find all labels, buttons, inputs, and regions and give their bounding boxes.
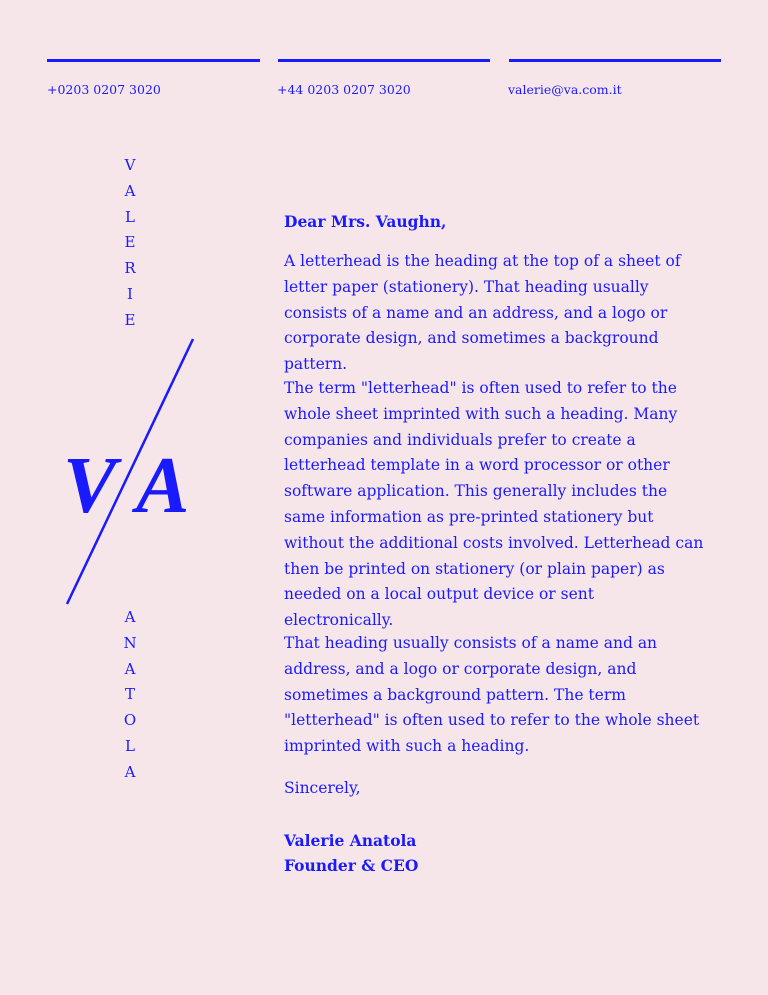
contact-phone-1[interactable]: +0203 0207 3020 <box>47 82 161 97</box>
last-name-letter: A <box>124 659 136 678</box>
monogram-initial-a: A <box>136 442 190 530</box>
first-name-letter: R <box>124 259 136 278</box>
first-name-letter: L <box>125 207 135 226</box>
letter-paragraph-1: A letterhead is the heading at the top of a sheet of letter paper (stationery). That heading usually consists of a name and an address, and a logo or corporate design, and sometimes a background pattern. <box>284 252 681 374</box>
contact-email[interactable]: valerie@va.com.it <box>508 82 622 97</box>
letter-paragraph-3: That heading usually consists of a name and an address, and a logo or corporate design, and sometimes a background pattern. The term "letterhead" is often used to refer to the whole sheet imprinted with such a heading. <box>284 634 700 756</box>
contact-phone-2[interactable]: +44 0203 0207 3020 <box>277 82 411 97</box>
signer-name: Valerie Anatola <box>284 831 417 850</box>
letter-paragraph-2: The term "letterhead" is often used to refer to the whole sheet imprinted with such a heading. Many companies and individuals prefer to create a letterhead template in a word processor or other software application. This generally includes the same information as pre-printed stationery but without the additional costs involved. Letterhead can then be printed on stationery (or plain paper) as needed on a local output device or sent electronically. <box>284 379 704 630</box>
first-name-letter: E <box>124 233 136 252</box>
last-name-letter: L <box>125 736 135 755</box>
letter-closing: Sincerely, <box>284 779 361 797</box>
first-name-letter: E <box>124 310 136 329</box>
last-name-letter: N <box>123 633 137 652</box>
last-name-letter: O <box>123 711 137 730</box>
first-name-letter: V <box>124 156 136 174</box>
last-name-letter: A <box>124 762 136 781</box>
first-name-letter: A <box>124 181 136 200</box>
last-name-letter: T <box>124 685 135 704</box>
first-name-letter: I <box>127 284 133 303</box>
vertical-last-name <box>118 605 142 786</box>
signer-title: Founder & CEO <box>284 856 419 875</box>
letter-salutation: Dear Mrs. Vaughn, <box>284 212 447 231</box>
last-name-letter: A <box>124 608 136 626</box>
monogram-initial-v: V <box>63 442 117 530</box>
